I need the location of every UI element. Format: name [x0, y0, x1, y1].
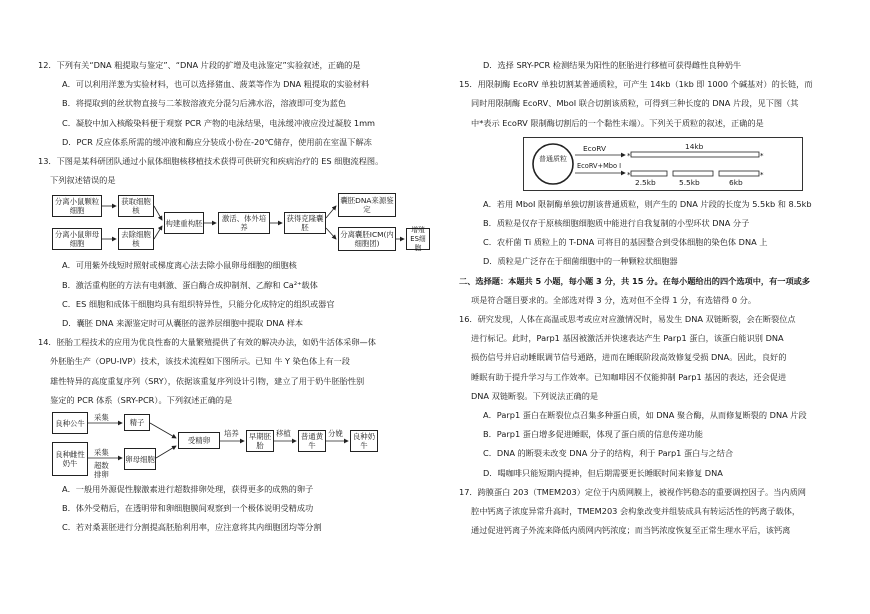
question-13-option-b: B．激活重构胚的方法有电刺激、蛋白酶合成抑制剂、乙醇和 Ca²⁺载体 [62, 279, 318, 290]
question-16-option-c: C．DNA 的断裂未改变 DNA 分子的结构，利于 Parp1 蛋白与之结合 [483, 448, 734, 459]
question-15-option-b: B．质粒是仅存于原核细胞细胞质中能进行自我复制的小型环状 DNA 分子 [483, 218, 750, 229]
flow-box-cloned-blastocyst: 获得克隆囊胚 [284, 212, 326, 234]
plasmid-label: 普通质粒 [539, 154, 567, 163]
question-13-option-a: A．可用紫外线短时照射或梯度离心法去除小鼠卵母细胞的细胞核 [62, 260, 297, 271]
question-12-stem: 12．下列有关“DNA 粗提取与鉴定”、“DNA 片段的扩增及电泳鉴定”实验叙述，正确的是 [38, 60, 361, 70]
flow-box-oocyte: 卵母细胞 [124, 448, 156, 470]
section-2-heading: 二、选择题：本题共 5 小题，每小题 3 分，共 15 分。在每小题给出的四个选项中，有一项或多 [459, 275, 811, 286]
label-collect-1: 采集 [94, 413, 109, 423]
question-14-option-b: B．体外受精后，在透明带和卵细胞膜间观察到一个极体说明受精成功 [62, 503, 314, 514]
flow-box-granulosa-cells: 分离小鼠颗粒细胞 [52, 195, 102, 217]
question-13-stem: 13．下图是某科研团队通过小鼠体细胞核移植技术获得可供研究和疾病治疗的 ES 细胞流程图。 [38, 156, 384, 167]
flow-box-activate-culture: 激活、体外培养 [218, 212, 270, 234]
question-15-option-c: C．农杆菌 Ti 质粒上的 T-DNA 可将目的基因整合到受体细胞的染色体 DNA 上 [483, 237, 768, 248]
fragment-2-5kb: 2.5kb [635, 177, 656, 187]
question-15-stem-3: 中*表示 EcoRV 限制酶切割后的一个黏性末端）。下列关于质粒的叙述，正确的是 [471, 117, 764, 128]
flow-box-dna-source: 囊胚DNA来源鉴定 [338, 193, 396, 217]
flow-box-es-cells: 增殖ES细胞 [406, 228, 430, 250]
section-2-heading-cont: 项是符合题目要求的。全部选对得 3 分，选对但不全得 1 分，有选错得 0 分。 [471, 294, 757, 305]
flow-box-get-nucleus: 获取细胞核 [118, 195, 154, 217]
question-16-option-a: A．Parp1 蛋白在断裂位点召集多种蛋白质，如 DNA 聚合酶，从而修复断裂的 DNA 片段 [483, 410, 807, 421]
question-15-option-a: A．若用 MboI 限制酶单独切割该普通质粒，则产生的 DNA 片段的长度为 5.5kb 和 8.5kb [483, 198, 812, 209]
label-superovulation: 超数排卵 [94, 461, 109, 480]
question-14-option-c: C．若对桑葚胚进行分割提高胚胎利用率，应注意将其内细胞团均等分割 [62, 522, 322, 533]
question-16-stem: 16．研究发现，人体在高温或思考或应对应激情况时，易发生 DNA 双链断裂，会在断裂位点 [459, 314, 796, 325]
flow-box-zygote: 受精卵 [178, 432, 220, 449]
flow-box-early-embryo: 早期胚胎 [246, 430, 274, 452]
enzyme-ecorv-label: EcoRV [583, 143, 607, 153]
flow-box-bull: 良种公牛 [52, 412, 88, 434]
question-12-option-b: B．将提取到的丝状物直接与二苯胺溶液充分混匀后沸水浴，溶液即可变为蓝色 [62, 98, 346, 109]
question-14-stem-2: 外胚胎生产（OPU-IVP）技术，该技术流程如下图所示。已知 牛 Y 染色体上有一段 [50, 356, 350, 367]
question-16-option-d: D．喝咖啡只能短期内提神，但后期需要更长睡眠时间来修复 DNA [483, 467, 723, 478]
label-culture: 培养 [224, 429, 239, 439]
question-12-option-c: C．凝胶中加入核酸染料便于观察 PCR 产物的电泳结果，电泳缓冲液应没过凝胶 1mm [62, 117, 376, 128]
fragment-6kb: 6kb [729, 177, 743, 187]
svg-text:*: * [760, 151, 764, 160]
question-16-stem-2: 进行标记。此时，Parp1 基因被激活并快速表达产生 Parp1 蛋白，该蛋白能识别 DNA [471, 333, 784, 344]
flow-box-icm: 分离囊胚ICM(内细胞团) [338, 227, 396, 251]
question-13-option-c: C．ES 细胞和成体干细胞均具有组织特异性，只能分化成特定的组织或器官 [62, 298, 335, 309]
question-16-stem-3: 损伤信号并启动睡眠调节信号通路，进而在睡眠阶段高效修复受损 DNA。因此，良好的 [471, 352, 787, 363]
flow-box-enucleate: 去除细胞核 [118, 228, 154, 250]
question-16-option-b: B．Parp1 蛋白增多促进睡眠，体现了蛋白质的信息传递功能 [483, 429, 703, 440]
question-14-option-a: A．一般用外源促性腺激素进行超数排卵处理，获得更多的成熟的卵子 [62, 484, 314, 495]
flow-box-recipient-cow: 普通黄牛 [298, 430, 326, 452]
question-15-stem: 15．用限制酶 EcoRV 单独切割某普通质粒，可产生 14kb（1kb 即 1000 个碱基对）的长链，而 [459, 79, 813, 90]
plasmid-diagram [459, 133, 834, 195]
question-15-option-d: D．质粒是广泛存在于细菌细胞中的一种颗粒状细胞器 [483, 256, 678, 267]
svg-text:*: * [760, 170, 764, 179]
label-birth: 分娩 [328, 429, 343, 439]
question-16-stem-5: DNA 双链断裂。下列说法正确的是 [471, 390, 599, 401]
question-16-stem-4: 睡眠有助于提升学习与工作效率。已知咖啡因不仅能抑制 Parp1 基因的表达，还会促进 [471, 371, 787, 382]
flow-box-cow: 良种雌性奶牛 [52, 442, 88, 476]
question-13-option-d: D．囊胚 DNA 来源鉴定时可从囊胚的滋养层细胞中提取 DNA 样本 [62, 318, 304, 329]
question-14-stem-4: 鉴定的 PCR 体系（SRY-PCR）。下列叙述正确的是 [50, 394, 233, 405]
flow-box-sperm: 精子 [124, 414, 150, 431]
svg-text:*: * [627, 170, 631, 179]
svg-text:*: * [627, 151, 631, 160]
label-transfer: 移植 [276, 429, 291, 439]
question-14-option-d: D．选择 SRY-PCR 检测结果为阳性的胚胎进行移植可获得雌性良种奶牛 [483, 60, 742, 70]
question-15-stem-2: 同时用限制酶 EcoRV、MboI 联合切割该质粒，可得到三种长度的 DNA 片段，见下图（其 [471, 98, 799, 109]
flow-box-reconstructed-embryo: 构建重构胚 [164, 212, 204, 234]
question-12-option-d: D．PCR 反应体系所需的缓冲液和酶应分装成小份在-20℃储存，使用前在室温下解冻 [62, 136, 372, 147]
es-cell-flowchart [38, 190, 430, 256]
label-collect-2: 采集 [94, 448, 109, 458]
right-column [459, 56, 834, 540]
flow-box-offspring: 良种奶牛 [350, 430, 378, 452]
opu-ivp-flowchart [38, 410, 430, 480]
enzyme-combo-label: EcoRV+Mbo I [577, 161, 622, 170]
question-14-stem-3: 雄性特异的高度重复序列（SRY），依据该重复序列设计引物，建立了用于奶牛胚胎性别 [50, 375, 365, 386]
question-17-stem-2: 腔中钙离子浓度异常升高时，TMEM203 会构象改变并组装成具有转运活性的钙离子载体， [471, 506, 801, 517]
left-column [38, 56, 430, 538]
flow-box-oocytes: 分离小鼠卵母细胞 [52, 228, 102, 250]
question-12-option-a: A．可以利用洋葱为实验材料，也可以选择猪血、菠菜等作为 DNA 粗提取的实验材料 [62, 79, 370, 90]
question-17-stem: 17．跨膜蛋白 203（TMEM203）定位于内质网膜上，被视作钙稳态的重要调控因子。当内质网 [459, 486, 806, 497]
fragment-5-5kb: 5.5kb [679, 177, 700, 187]
question-14-stem: 14．胚胎工程技术的应用为优良性畜的大量繁殖提供了有效的解决办法，如奶牛活体采卵—体 [38, 337, 376, 348]
question-13-stem-cont: 下列叙述错误的是 [50, 175, 116, 186]
question-17-stem-3: 通过促进钙离子外流来降低内质网内钙浓度；而当钙浓度恢复至正常生理水平后，该钙离 [471, 525, 791, 536]
fragment-14kb: 14kb [685, 141, 704, 151]
